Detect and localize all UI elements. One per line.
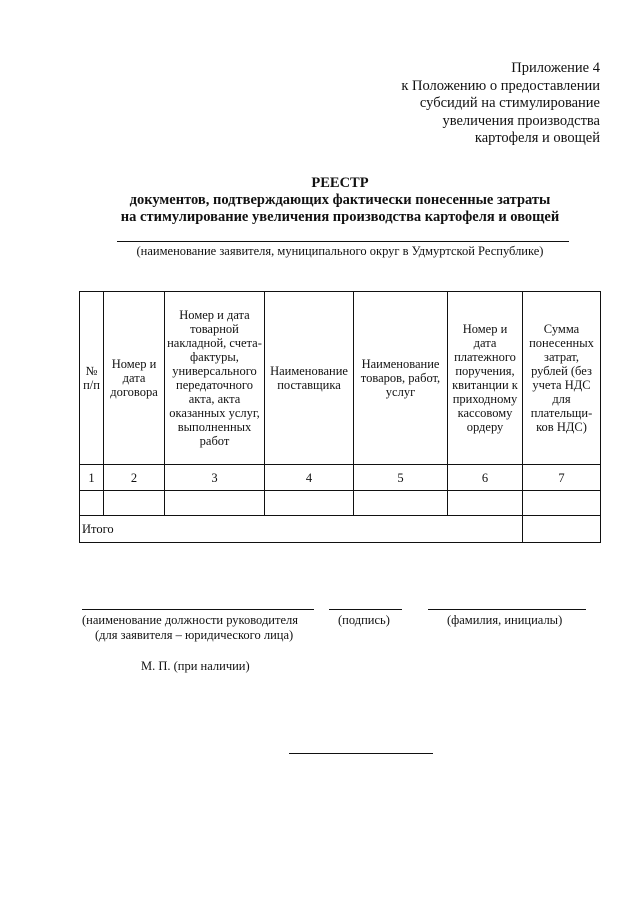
table-cell	[104, 491, 165, 516]
stamp-label: М. П. (при наличии)	[141, 659, 250, 673]
position-caption-sub: (для заявителя – юридического лица)	[95, 628, 294, 642]
column-number: 3	[165, 465, 265, 491]
column-number: 4	[265, 465, 354, 491]
appendix-line: к Положению о предоставлении	[401, 77, 600, 94]
appendix-line: Приложение 4	[511, 60, 600, 76]
table-cell	[354, 491, 448, 516]
column-header-invoice: Номер и дата товарной накладной, счета-фактуры, универсального передаточного акта, акта оказанных услуг, выполненных работ	[165, 292, 265, 465]
table-cell	[523, 491, 601, 516]
column-header-payment: Номер и дата платежного поручения, квитанции к приходному кассовому ордеру	[448, 292, 523, 465]
table-cell	[80, 491, 104, 516]
document-subtitle-line1: документов, подтверждающих фактически понесенные затраты	[129, 192, 551, 208]
table-cell	[165, 491, 265, 516]
column-header-supplier: Наименование поставщика	[265, 292, 354, 465]
table-number-row	[80, 465, 601, 491]
column-header-goods: Наименование товаров, работ, услуг	[354, 292, 448, 465]
appendix-line: субсидий на стимулирование	[419, 95, 600, 111]
name-caption: (фамилия, инициалы)	[447, 613, 563, 627]
applicant-name-line	[117, 241, 569, 242]
position-line	[82, 609, 314, 610]
appendix-line: картофеля и овощей	[474, 130, 600, 146]
table-cell	[265, 491, 354, 516]
table-header-row	[80, 292, 601, 465]
document-subtitle-line2: на стимулирование увеличения производства картофеля и овощей	[120, 209, 560, 225]
signature-caption: (подпись)	[338, 613, 390, 627]
table-row	[80, 491, 601, 516]
table-cell	[448, 491, 523, 516]
appendix-line: увеличения производства	[442, 112, 600, 129]
signature-line	[329, 609, 402, 610]
column-header-index: № п/п	[80, 292, 104, 465]
table-total-row	[80, 516, 601, 543]
column-number: 5	[354, 465, 448, 491]
total-value	[523, 516, 601, 543]
column-number: 7	[523, 465, 601, 491]
column-number: 1	[80, 465, 104, 491]
column-number: 6	[448, 465, 523, 491]
document-title: РЕЕСТР	[311, 175, 369, 191]
column-header-amount: Сумма понесенных затрат, рублей (без учета НДС для плательщи-ков НДС)	[523, 292, 601, 465]
column-header-contract: Номер и дата договора	[104, 292, 165, 465]
register-table	[79, 291, 601, 543]
appendix-header	[340, 60, 600, 148]
total-label: Итого	[80, 516, 523, 543]
applicant-caption: (наименование заявителя, муниципального округ в Удмуртской Республике)	[136, 244, 544, 258]
closing-separator	[289, 753, 433, 754]
name-line	[428, 609, 586, 610]
column-number: 2	[104, 465, 165, 491]
position-caption: (наименование должности руководителя	[82, 613, 298, 627]
